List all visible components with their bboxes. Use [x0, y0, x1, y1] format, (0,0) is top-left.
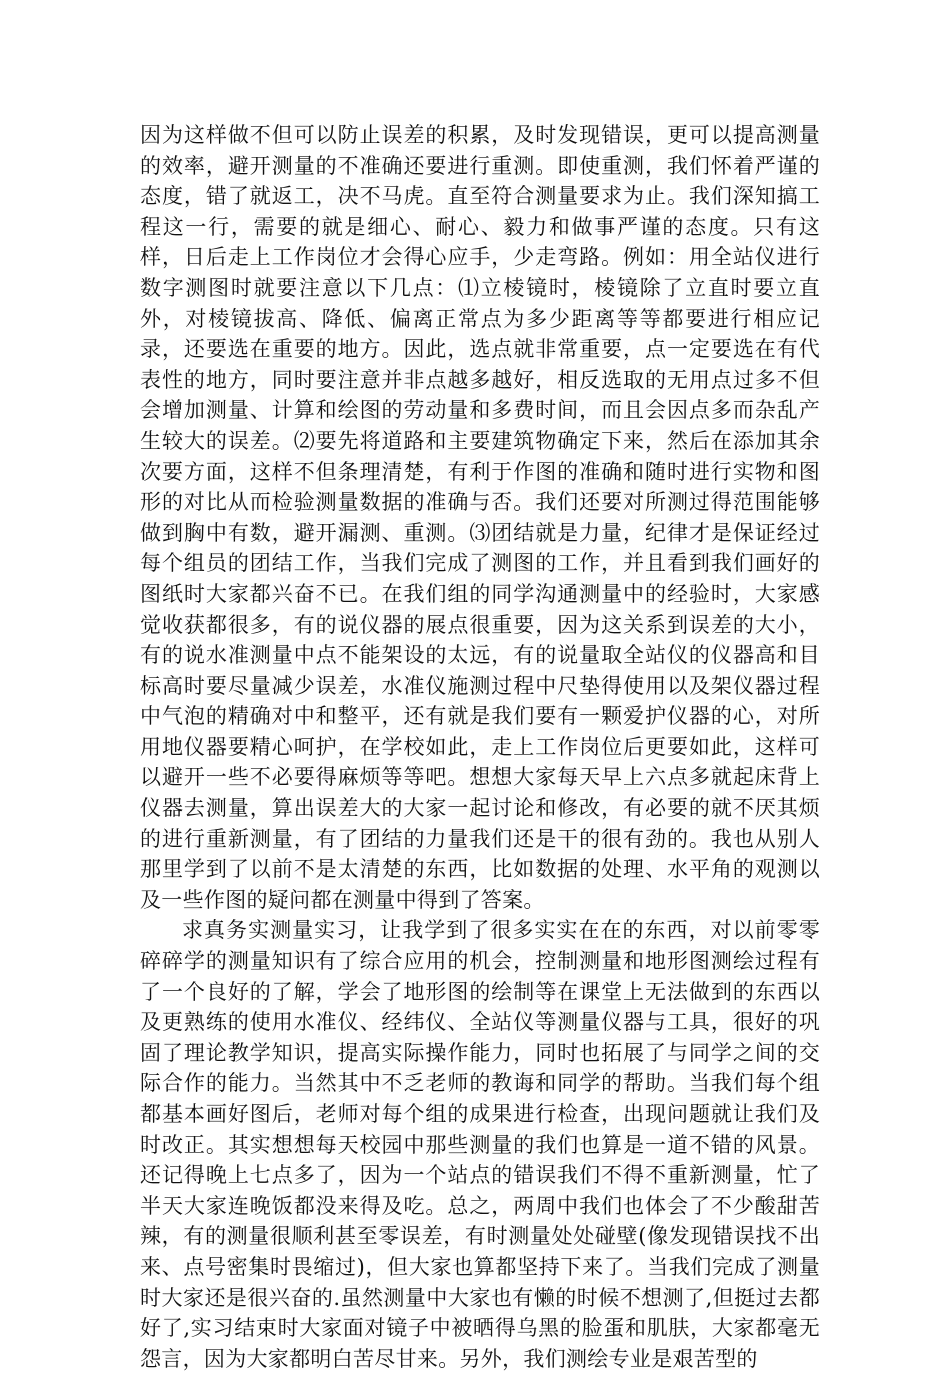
paragraph-continuation: 因为这样做不但可以防止误差的积累，及时发现错误，更可以提高测量的效率，避开测量的不准确还要进行重测。即使重测，我们怀着严谨的态度，错了就返工，决不马虎。直至符合测量要求为止。我们深知搞工程这一行，需要的就是细心、耐心、毅力和做事严谨的态度。只有这样，日后走上工作岗位才会得心应手，少走弯路。例如：用全站仪进行数字测图时就要注意以下几点：⑴立棱镜时，棱镜除了立直时要立直外，对棱镜拔高、降低、偏离正常点为多少距离等等都要进行相应记录，还要选在重要的地方。因此，选点就非常重要，点一定要选在有代表性的地方，同时要注意并非点越多越好，相反选取的无用点过多不但会增加测量、计算和绘图的劳动量和多费时间，而且会因点多而杂乱产生较大的误差。⑵要先将道路和主要建筑物确定下来，然后在添加其余次要方面，这样不但条理清楚，有利于作图的准确和随时进行实物和图形的对比从而检验测量数据的准确与否。我们还要对所测过得范围能够做到胸中有数，避开漏测、重测。⑶团结就是力量，纪律才是保证经过每个组员的团结工作，当我们完成了测图的工作，并且看到我们画好的图纸时大家都兴奋不已。在我们组的同学沟通测量中的经验时，大家感觉收获都很多，有的说仪器的展点很重要，因为这关系到误差的大小，有的说水准测量中点不能架设的太远，有的说量取全站仪的仪器高和目标高时要尽量减少误差，水准仪施测过程中尺垫得使用以及架仪器过程中气泡的精确对中和整平，还有就是我们要有一颗爱护仪器的心，对所用地仪器要精心呵护，在学校如此，走上工作岗位后更要如此，这样可以避开一些不必要得麻烦等等吧。想想大家每天早上六点多就起床背上仪器去测量，算出误差大的大家一起讨论和修改，有必要的就不厌其烦的进行重新测量，有了团结的力量我们还是干的很有劲的。我也从别人那里学到了以前不是太清楚的东西，比如数据的处理、水平角的观测以及一些作图的疑问都在测量中得到了答案。 — [140, 123, 820, 912]
document-body — [140, 120, 820, 1374]
paragraph-summary: 求真务实测量实习，让我学到了很多实实在在的东西，对以前零零碎碎学的测量知识有了综合应用的机会，控制测量和地形图测绘过程有了一个良好的了解，学会了地形图的绘制等在课堂上无法做到的东西以及更熟练的使用水准仪、经纬仪、全站仪等测量仪器与工具，很好的巩固了理论教学知识，提高实际操作能力，同时也拓展了与同学之间的交际合作的能力。当然其中不乏老师的教诲和同学的帮助。当我们每个组都基本画好图后，老师对每个组的成果进行检查，出现问题就让我们及时改正。其实想想每天校园中那些测量的我们也算是一道不错的风景。还记得晚上七点多了，因为一个站点的错误我们不得不重新测量，忙了半天大家连晚饭都没来得及吃。总之，两周中我们也体会了不少酸甜苦辣，有的测量很顺利甚至零误差，有时测量处处碰壁(像发现错误找不出来、点号密集时畏缩过)，但大家也算都坚持下来了。当我们完成了测量时大家还是很兴奋的.虽然测量中大家也有懒的时候不想测了,但挺过去都好了,实习结束时大家面对镜子中被晒得乌黑的脸蛋和肌肤，大家都毫无怨言，因为大家都明白苦尽甘来。另外，我们测绘专业是艰苦型的 — [140, 918, 820, 1371]
